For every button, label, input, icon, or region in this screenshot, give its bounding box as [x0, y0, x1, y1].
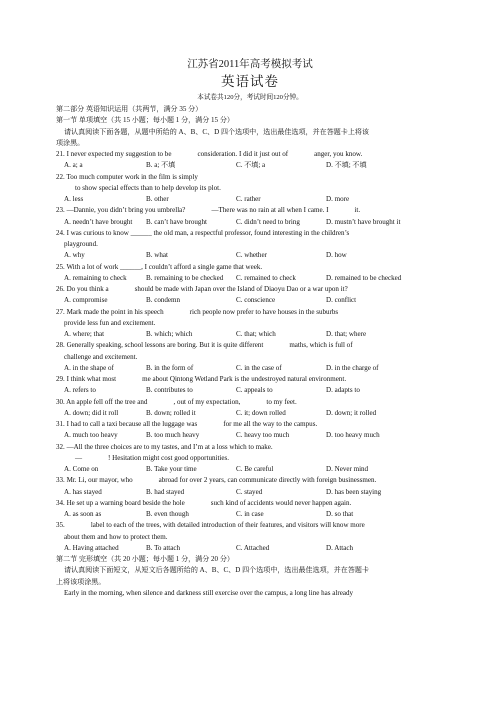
answer-option: A. needn’t have brought	[64, 217, 133, 226]
answer-option: A. remaining to check	[64, 273, 127, 282]
answer-option: D. how	[326, 251, 347, 260]
question-stem-cont: to show special effects than to help develop its plot.	[75, 183, 221, 192]
question-stem-cont: —There was no rain at all when I came. I	[211, 206, 329, 215]
question-stem: 26. Do you think a	[56, 285, 109, 293]
answer-option: A. Come on	[64, 465, 99, 473]
option-row	[56, 217, 449, 228]
answer-option: D. adapts to	[326, 386, 360, 395]
question-stem: 21. I never expected my suggestion to be	[56, 150, 172, 158]
answer-option: D. so that	[326, 510, 354, 518]
option-row	[56, 295, 449, 306]
question-stem-cont: maths, which is full of	[289, 341, 353, 350]
question-stem-cont: rich people now prefer to have houses in the suburbs	[189, 307, 339, 316]
answer-option: D. remained to be checked	[326, 273, 402, 282]
exam-title: 江苏省2011年高考模拟考试	[187, 59, 313, 70]
question-stem-cont: provide less fun and excitement.	[64, 318, 156, 327]
answer-option: B. had stayed	[146, 487, 185, 496]
question-stem-cont: playground.	[64, 240, 98, 248]
question-stem: 25. With a lot of work ______, I couldn’t afford a single game that week.	[56, 262, 263, 271]
answer-option: B. Take your time	[146, 465, 197, 473]
answer-option: B. can’t have brought	[146, 217, 207, 226]
option-row	[56, 543, 449, 554]
answer-option: C. remained to check	[236, 273, 296, 282]
question-item	[56, 340, 449, 374]
answer-option: D. too heavy much	[326, 431, 380, 440]
question-stem-cont: label to each of the trees, with detailed introduction of their features, and visitors will know more	[90, 521, 365, 530]
question-stem: 35.	[56, 521, 65, 530]
answer-option: C. didn’t need to bring	[236, 217, 300, 226]
question-item	[56, 172, 449, 206]
question-item	[56, 228, 449, 262]
question-stem-cont: , out of my expectation,	[173, 397, 241, 406]
answer-option: A. Having attached	[64, 543, 119, 552]
question-stem: 28. Generally speaking, school lessons are boring. But it is quite different	[56, 341, 264, 350]
question-stem-cont: me about Qintong Wetland Park is the undestroyed natural environment.	[142, 375, 347, 383]
answer-option: D. mustn’t have brought it	[326, 217, 401, 226]
question-item	[56, 374, 449, 397]
answer-option: C. that; which	[236, 330, 276, 338]
question-stem-cont: about them and how to protect them.	[64, 532, 168, 541]
answer-option: B. down; rolled it	[146, 408, 196, 417]
answer-option: B. a; 不填	[146, 161, 176, 170]
section1-instruction-cont: 项涂黑。	[56, 138, 85, 147]
section2-heading: 第二节 完形填空（共 20 小题；每小题 1 分，满分 20 分）	[56, 555, 234, 563]
exam-body	[56, 104, 449, 599]
option-row	[56, 273, 449, 284]
subject-title: 英语试卷	[221, 74, 279, 89]
option-row	[56, 464, 449, 475]
answer-option: A. as soon as	[64, 510, 102, 518]
section2-instruction-cont: 上将该项涂黑。	[56, 577, 106, 586]
option-row	[56, 509, 449, 520]
option-row	[56, 430, 449, 441]
option-row	[56, 194, 449, 205]
answer-option: C. it; down rolled	[236, 408, 286, 417]
answer-option: C. in case	[236, 510, 264, 518]
answer-option: D. conflict	[326, 296, 357, 305]
question-stem-cont: such kind of accidents would never happen again.	[210, 498, 352, 507]
option-row	[56, 487, 449, 498]
part-heading: 第二部分 英语知识运用（共两节，满分 35 分）	[56, 105, 203, 113]
question-stem: 34. He set up a warning board beside the hole	[56, 498, 185, 507]
answer-option: A. compromise	[64, 296, 108, 305]
question-item	[56, 284, 449, 307]
question-item	[56, 498, 449, 521]
answer-option: A. less	[64, 195, 84, 203]
answer-option: A. a; a	[64, 161, 83, 170]
answer-option: C. Attached	[236, 543, 270, 552]
question-stem: 32. —All the three choices are to my tastes, and I’m at a loss which to make.	[56, 442, 273, 451]
answer-option: C. heavy too much	[236, 431, 290, 440]
question-item	[56, 419, 449, 442]
answer-option: C. in the case of	[236, 363, 282, 372]
question-stem: 27. Mark made the point in his speech	[56, 307, 164, 316]
answer-option: B. even though	[146, 510, 189, 518]
answer-option: A. refers to	[64, 386, 96, 395]
answer-option: D. has been staying	[326, 487, 382, 496]
answer-option: A. why	[64, 251, 85, 260]
answer-option: C. stayed	[236, 487, 263, 496]
answer-option: A. down; did it roll	[64, 408, 119, 417]
answer-option: D. that; where	[326, 330, 367, 338]
question-stem-cont: should be made with Japan over the Island of Diaoyu Dao or a war upon it?	[134, 285, 348, 293]
answer-option: C. rather	[236, 195, 261, 203]
answer-option: B. condemn	[146, 296, 181, 305]
question-item	[56, 397, 449, 420]
question-stem: 22. Too much computer work in the film is simply	[56, 172, 198, 181]
answer-option: D. in the charge of	[326, 363, 379, 372]
answer-option: D. down; it rolled	[326, 408, 377, 417]
answer-option: C. conscience	[236, 296, 276, 305]
answer-option: C. 不填; a	[236, 161, 266, 170]
question-item	[56, 475, 449, 498]
option-row	[56, 408, 449, 419]
answer-option: D. Never mind	[326, 465, 369, 473]
question-list	[56, 149, 449, 554]
answer-option: A. in the shape of	[64, 363, 114, 372]
option-row	[56, 250, 449, 261]
answer-option: A. where; that	[64, 330, 105, 338]
answer-option: B. other	[146, 195, 169, 203]
question-stem: 24. I was curious to know ______ the old man, a respectful professor, found interesting in the children’s	[56, 228, 350, 237]
option-row	[56, 385, 449, 396]
option-row	[56, 160, 449, 171]
section1-instruction: 请认真阅读下面各题，从题中所给的 A、B、C、D 四个选项中，选出最佳选项，并在答题卡上将该	[64, 127, 369, 136]
question-stem-cont: challenge and excitement.	[64, 352, 138, 361]
question-stem: 33. Mr. Li, our mayor, who	[56, 476, 133, 485]
question-stem-cont: abroad for over 2 years, can communicate directly with foreign businessmen.	[158, 476, 377, 485]
answer-option: B. in the form of	[146, 363, 194, 372]
question-stem: 29. I think what most	[56, 375, 117, 383]
passage-first-line: Early in the morning, when silence and darkness still exercise over the campus, a long line has already	[64, 588, 354, 597]
question-item	[56, 520, 449, 554]
section1-heading: 第一节 单项填空（共 15 小题；每小题 1 分，满分 15 分）	[56, 116, 234, 125]
answer-option: C. appeals to	[236, 386, 273, 395]
answer-option: D. Attach	[326, 543, 354, 552]
question-stem-cont: it.	[354, 206, 361, 215]
question-stem-cont: for me all the way to the campus.	[223, 420, 318, 428]
answer-option: B. too much heavy	[146, 431, 200, 440]
answer-option: D. 不填; 不填	[326, 161, 367, 170]
answer-option: C. whether	[236, 251, 267, 260]
question-stem: 30. An apple fell off the tree and	[56, 397, 148, 406]
question-stem-cont: anger, you know.	[314, 150, 363, 158]
answer-option: A. much too heavy	[64, 431, 118, 440]
section2-instruction: 请认真阅读下面短文，从短文后各题所给的 A、B、C、D 四个选项中，选出最佳选项，并在答题卡	[64, 566, 369, 575]
question-stem: 23. —Dannie, you didn’t bring you umbrella?	[56, 206, 186, 215]
question-stem: 31. I had to call a taxi because all the luggage was	[56, 420, 198, 428]
answer-option: C. Be careful	[236, 465, 274, 473]
exam-note: 本试卷共120分，考试时间120分钟。	[197, 94, 303, 101]
question-item	[56, 205, 449, 228]
option-row	[56, 329, 449, 340]
question-stem-cont: to my feet.	[266, 397, 297, 406]
option-row	[56, 363, 449, 374]
question-stem-cont: ! Hesitation might cost good opportunities.	[108, 453, 230, 462]
question-item	[56, 442, 449, 476]
question-stem-cont: consideration. I did it just out of	[197, 150, 289, 158]
question-item	[56, 149, 449, 172]
answer-option: B. To attach	[146, 543, 181, 552]
answer-option: B. which; which	[146, 330, 193, 338]
answer-option: A. has stayed	[64, 487, 102, 496]
answer-option: B. contributes to	[146, 386, 193, 395]
question-stem-cont: —	[75, 453, 83, 462]
question-item	[56, 307, 449, 341]
question-item	[56, 262, 449, 285]
answer-option: B. what	[146, 251, 168, 260]
answer-option: B. remaining to be checked	[146, 273, 224, 282]
answer-option: D. more	[326, 195, 350, 203]
